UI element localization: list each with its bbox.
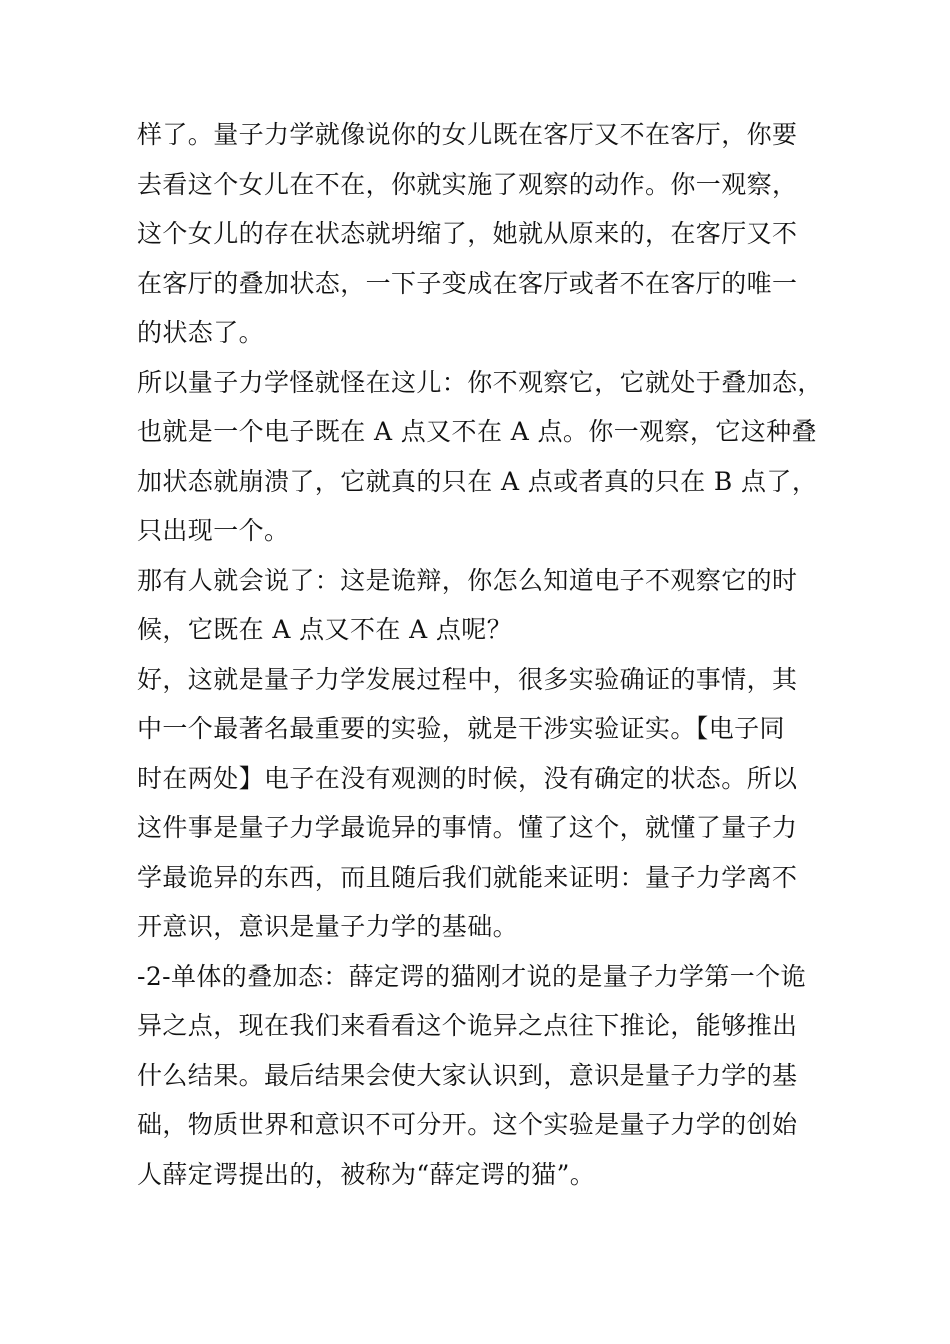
text-line: 学最诡异的东西，而且随后我们就能来证明：量子力学离不 — [137, 862, 798, 892]
text-line: 什么结果。最后结果会使大家认识到，意识是量子力学的基 — [137, 1060, 798, 1090]
text-line: 础，物质世界和意识不可分开。这个实验是量子力学的创始 — [137, 1110, 798, 1139]
text-line: -2-单体的叠加态：薛定谔的猫刚才说的是量子力学第一个诡 — [137, 961, 807, 991]
text-line: 时在两处】电子在没有观测的时候，没有确定的状态。所以 — [137, 763, 798, 793]
text-line: 候，它既在 A 点又不在 A 点呢？ — [137, 615, 513, 644]
text-line: 这个女儿的存在状态就坍缩了，她就从原来的，在客厅又不 — [137, 219, 798, 248]
text-line: 中一个最著名最重要的实验，就是干涉实验证实。【电子同 — [137, 714, 785, 743]
text-line: 所以量子力学怪就怪在这儿：你不观察它，它就处于叠加态， — [137, 367, 823, 397]
text-line: 也就是一个电子既在 A 点又不在 A 点。你一观察，它这种叠 — [137, 417, 817, 446]
text-line: 在客厅的叠加状态，一下子变成在客厅或者不在客厅的唯一 — [137, 268, 798, 298]
text-line: 加状态就崩溃了，它就真的只在 A 点或者真的只在 B 点了， — [137, 466, 818, 496]
text-line: 只出现一个。 — [137, 516, 290, 545]
text-line: 样了。量子力学就像说你的女儿既在客厅又不在客厅，你要 — [137, 120, 798, 149]
text-line: 去看这个女儿在不在，你就实施了观察的动作。你一观察， — [137, 169, 798, 199]
text-line: 那有人就会说了：这是诡辩，你怎么知道电子不观察它的时 — [137, 565, 798, 595]
text-line: 这件事是量子力学最诡异的事情。懂了这个，就懂了量子力 — [137, 813, 798, 842]
text-line: 人薛定谔提出的，被称为“薛定谔的猫”。 — [137, 1159, 596, 1189]
text-line: 异之点，现在我们来看看这个诡异之点往下推论，能够推出 — [137, 1011, 798, 1040]
body-text — [137, 110, 837, 1199]
text-line: 开意识，意识是量子力学的基础。 — [137, 912, 519, 941]
text-line: 的状态了。 — [137, 318, 265, 347]
text-line: 好，这就是量子力学发展过程中，很多实验确证的事情，其 — [137, 664, 798, 694]
